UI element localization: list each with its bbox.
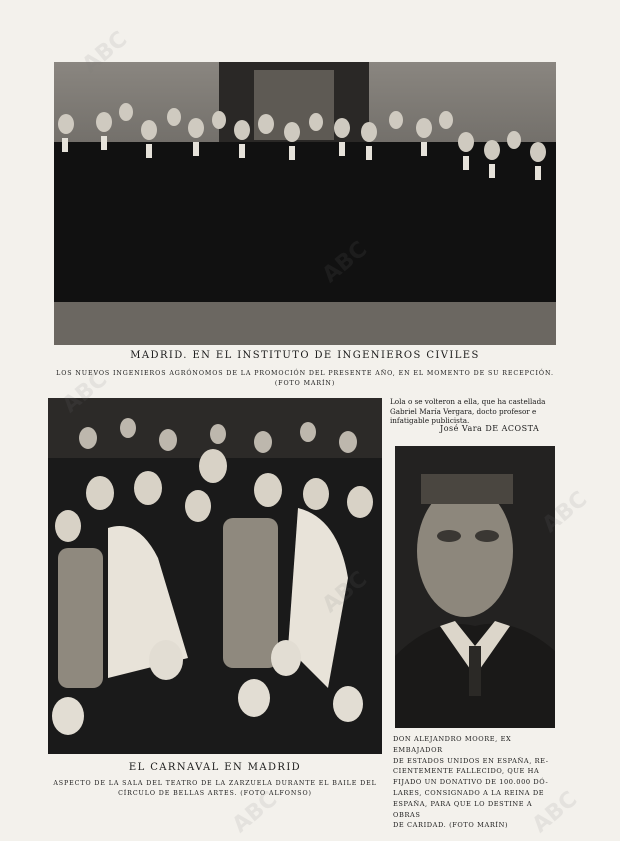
portrait-caption-line: FIJADO UN DONATIVO DE 100.000 DÓ- [393,778,549,787]
side-text-body: Lola o se volteron a ella, que ha castellada Gabriel María Vergara, docto profesor e infatigable publicista. [390,397,546,425]
top-photo-caption-line1: LOS NUEVOS INGENIEROS AGRÓNOMOS DE LA PROMOCIÓN DEL PRESENTE AÑO, EN EL MOMENTO DE SU RECEPCIÓN. [56,370,554,377]
portrait-caption-line: DON ALEJANDRO MOORE, EX EMBAJADOR [393,735,512,754]
portrait-photo [395,446,555,728]
top-group-photo [54,62,556,345]
carnival-photo-caption-line1: ASPECTO DE LA SALA DEL TEATRO DE LA ZARZUELA DURANTE EL BAILE DEL [53,780,377,787]
carnival-photo-caption-line2: CÍRCULO DE BELLAS ARTES. (FOTO ALFONSO) [118,790,312,797]
top-photo-title: MADRID. EN EL INSTITUTO DE INGENIEROS CIVILES [130,350,480,361]
abc-watermark: ABC [77,26,133,79]
portrait-caption-line: ESPAÑA, PARA QUE LO DESTINE A OBRAS [393,799,533,819]
abc-watermark: ABC [537,486,593,539]
portrait-caption-line: CIENTEMENTE FALLECIDO, QUE HA [393,767,540,776]
abc-watermark: ABC [227,786,283,839]
abc-watermark: ABC [527,786,583,839]
abc-watermark: ABC [57,366,113,419]
portrait-caption-line: LARES, CONSIGNADO A LA REINA DE [393,788,545,797]
carnival-photo-title: EL CARNAVAL EN MADRID [128,762,302,773]
carnival-photo [48,398,382,754]
side-text-signature: José Vara DE ACOSTA [440,424,540,433]
portrait-caption [393,734,561,831]
portrait-caption-line: DE ESTADOS UNIDOS EN ESPAÑA, RE- [393,756,549,765]
top-photo-caption-line2: (FOTO MARÍN) [274,380,336,387]
portrait-caption-line: DE CARIDAD. (FOTO MARÍN) [393,821,509,830]
